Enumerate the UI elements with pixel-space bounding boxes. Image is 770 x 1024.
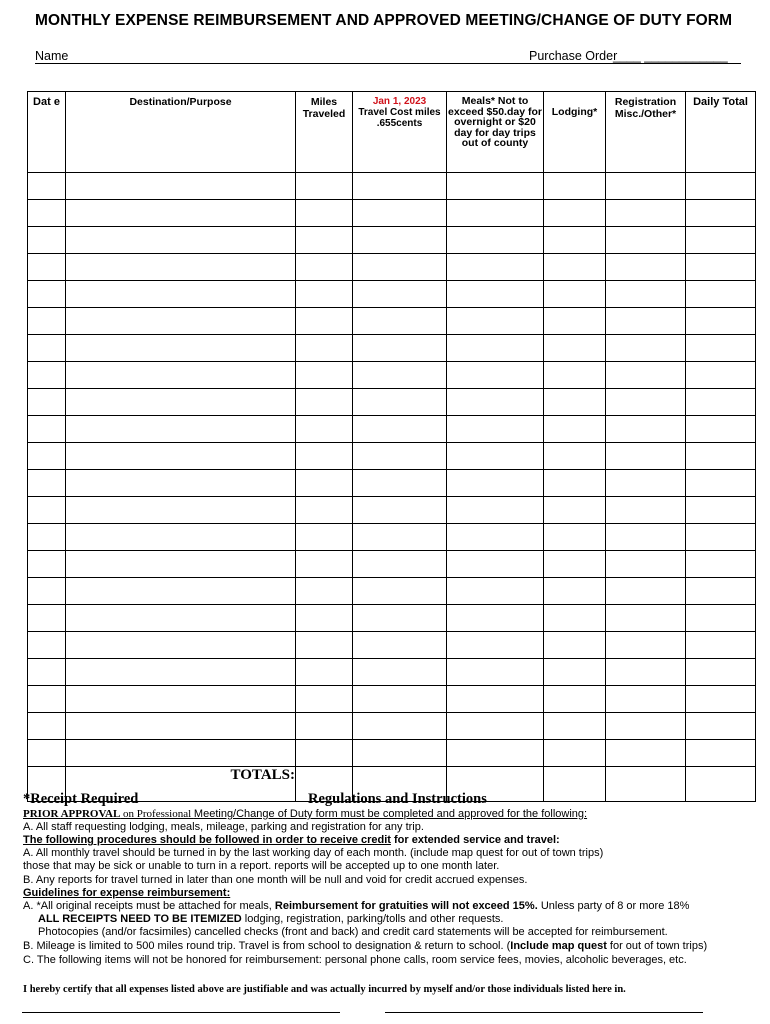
travel-cost-cell[interactable] xyxy=(353,659,447,686)
lodging-cell[interactable] xyxy=(544,659,606,686)
purchase-order-field[interactable]: ____ ____________ xyxy=(613,49,728,63)
travel-cost-cell[interactable] xyxy=(353,470,447,497)
travel-cost-cell[interactable] xyxy=(353,686,447,713)
date-cell[interactable] xyxy=(28,389,66,416)
destination-cell[interactable] xyxy=(66,389,296,416)
registration-cell[interactable] xyxy=(606,605,686,632)
travel-cost-cell[interactable] xyxy=(353,443,447,470)
destination-cell[interactable] xyxy=(66,578,296,605)
registration-cell[interactable] xyxy=(606,443,686,470)
travel-cost-cell[interactable] xyxy=(353,227,447,254)
date-cell[interactable] xyxy=(28,254,66,281)
travel-cost-cell[interactable] xyxy=(353,254,447,281)
miles-cell[interactable] xyxy=(296,335,353,362)
miles-cell[interactable] xyxy=(296,497,353,524)
miles-cell[interactable] xyxy=(296,659,353,686)
lodging-cell[interactable] xyxy=(544,281,606,308)
lodging-cell[interactable] xyxy=(544,173,606,200)
miles-cell[interactable] xyxy=(296,605,353,632)
name-row xyxy=(35,49,741,65)
daily-total-cell[interactable] xyxy=(686,497,756,524)
daily-total-cell[interactable] xyxy=(686,281,756,308)
meals-cell[interactable] xyxy=(447,497,544,524)
expense-table xyxy=(27,91,756,802)
procedures-heading: The following procedures should be followed in order to receive credit for extended service and travel: xyxy=(23,834,560,846)
table-header-row xyxy=(28,92,756,173)
table-row xyxy=(28,389,756,416)
lodging-cell[interactable] xyxy=(544,227,606,254)
destination-cell[interactable] xyxy=(66,632,296,659)
registration-cell[interactable] xyxy=(606,659,686,686)
table-row xyxy=(28,416,756,443)
travel-cost-cell[interactable] xyxy=(353,524,447,551)
date-cell[interactable] xyxy=(28,578,66,605)
lodging-cell[interactable] xyxy=(544,200,606,227)
daily-total-cell[interactable] xyxy=(686,632,756,659)
daily-total-cell[interactable] xyxy=(686,227,756,254)
miles-cell[interactable] xyxy=(296,308,353,335)
guidelines-heading: Guidelines for expense reimbursement: xyxy=(23,887,231,899)
meals-cell[interactable] xyxy=(447,362,544,389)
destination-cell[interactable] xyxy=(66,281,296,308)
meals-cell[interactable] xyxy=(447,335,544,362)
destination-cell[interactable] xyxy=(66,686,296,713)
destination-cell[interactable] xyxy=(66,659,296,686)
date-cell[interactable] xyxy=(28,362,66,389)
table-row xyxy=(28,632,756,659)
table-row xyxy=(28,335,756,362)
guideline-line: Photocopies (and/or facsimiles) cancelled checks (front and back) and credit card statements will be accepted for reimbursement. xyxy=(38,926,668,938)
registration-cell[interactable] xyxy=(606,335,686,362)
registration-cell[interactable] xyxy=(606,686,686,713)
registration-cell[interactable] xyxy=(606,173,686,200)
date-cell[interactable] xyxy=(28,686,66,713)
table-row xyxy=(28,254,756,281)
lodging-cell[interactable] xyxy=(544,632,606,659)
header-date: Dat e xyxy=(28,92,66,173)
form-title: MONTHLY EXPENSE REIMBURSEMENT AND APPROVED MEETING/CHANGE OF DUTY FORM xyxy=(35,12,733,29)
registration-cell[interactable] xyxy=(606,551,686,578)
miles-cell[interactable] xyxy=(296,470,353,497)
miles-cell[interactable] xyxy=(296,173,353,200)
daily-total-cell[interactable] xyxy=(686,173,756,200)
guideline-line: C. The following items will not be honored for reimbursement: personal phone calls, room service fees, movies, alcoholic beverages, etc. xyxy=(23,954,687,966)
instruction-line: A. All monthly travel should be turned in by the last working day of each month. (include map quest for out of town trips) xyxy=(23,847,604,859)
guideline-line: A. *All original receipts must be attached for meals, Reimbursement for gratuities will not exceed 15%. Unless party of 8 or more 18% xyxy=(23,900,690,912)
signature-line-employee[interactable] xyxy=(22,1012,340,1013)
daily-total-cell[interactable] xyxy=(686,740,756,767)
meals-cell[interactable] xyxy=(447,524,544,551)
table-row xyxy=(28,308,756,335)
destination-cell[interactable] xyxy=(66,173,296,200)
travel-cost-cell[interactable] xyxy=(353,389,447,416)
destination-cell[interactable] xyxy=(66,497,296,524)
date-cell[interactable] xyxy=(28,524,66,551)
travel-cost-date: Jan 1, 2023 xyxy=(372,96,427,107)
registration-cell[interactable] xyxy=(606,497,686,524)
travel-cost-cell[interactable] xyxy=(353,308,447,335)
meals-cell[interactable] xyxy=(447,443,544,470)
meals-cell[interactable] xyxy=(447,578,544,605)
date-cell[interactable] xyxy=(28,470,66,497)
meals-cell[interactable] xyxy=(447,605,544,632)
registration-cell[interactable] xyxy=(606,632,686,659)
lodging-cell[interactable] xyxy=(544,740,606,767)
registration-cell[interactable] xyxy=(606,470,686,497)
travel-cost-cell[interactable] xyxy=(353,335,447,362)
daily-total-cell[interactable] xyxy=(686,524,756,551)
registration-cell[interactable] xyxy=(606,713,686,740)
date-cell[interactable] xyxy=(28,335,66,362)
prior-approval-line: PRIOR APPROVAL on Professional Meeting/Change of Duty form must be completed and approved for the following: xyxy=(23,808,588,820)
miles-cell[interactable] xyxy=(296,443,353,470)
registration-cell[interactable] xyxy=(606,200,686,227)
destination-cell[interactable] xyxy=(66,443,296,470)
meals-cell[interactable] xyxy=(447,308,544,335)
registration-cell[interactable] xyxy=(606,362,686,389)
date-cell[interactable] xyxy=(28,713,66,740)
registration-cell[interactable] xyxy=(606,578,686,605)
miles-cell[interactable] xyxy=(296,389,353,416)
lodging-cell[interactable] xyxy=(544,443,606,470)
table-row xyxy=(28,578,756,605)
meals-cell[interactable] xyxy=(447,686,544,713)
destination-cell[interactable] xyxy=(66,200,296,227)
travel-cost-cell[interactable] xyxy=(353,362,447,389)
lodging-cell[interactable] xyxy=(544,389,606,416)
miles-cell[interactable] xyxy=(296,740,353,767)
daily-total-cell[interactable] xyxy=(686,686,756,713)
date-cell[interactable] xyxy=(28,659,66,686)
table-row xyxy=(28,173,756,200)
daily-total-cell[interactable] xyxy=(686,362,756,389)
registration-cell[interactable] xyxy=(606,524,686,551)
destination-cell[interactable] xyxy=(66,551,296,578)
travel-cost-cell[interactable] xyxy=(353,497,447,524)
table-row xyxy=(28,200,756,227)
miles-cell[interactable] xyxy=(296,686,353,713)
lodging-cell[interactable] xyxy=(544,470,606,497)
signature-line-approver[interactable] xyxy=(385,1012,703,1013)
daily-total-cell[interactable] xyxy=(686,605,756,632)
meals-cell[interactable] xyxy=(447,740,544,767)
miles-cell[interactable] xyxy=(296,227,353,254)
registration-cell[interactable] xyxy=(606,389,686,416)
table-row xyxy=(28,686,756,713)
name-field-line[interactable] xyxy=(35,63,741,64)
daily-total-cell[interactable] xyxy=(686,713,756,740)
table-row xyxy=(28,470,756,497)
daily-total-cell[interactable] xyxy=(686,443,756,470)
registration-cell[interactable] xyxy=(606,308,686,335)
date-cell[interactable] xyxy=(28,605,66,632)
table-row xyxy=(28,497,756,524)
table-row xyxy=(28,281,756,308)
registration-cell[interactable] xyxy=(606,416,686,443)
travel-cost-cell[interactable] xyxy=(353,578,447,605)
date-cell[interactable] xyxy=(28,281,66,308)
header-meals: Meals* Not to exceed $50.day for overnight or $20 day for day trips out of county xyxy=(447,92,544,173)
table-row xyxy=(28,443,756,470)
miles-cell[interactable] xyxy=(296,362,353,389)
receipt-required: *Receipt Required xyxy=(23,791,139,807)
destination-cell[interactable] xyxy=(66,524,296,551)
daily-total-cell[interactable] xyxy=(686,416,756,443)
travel-cost-cell[interactable] xyxy=(353,416,447,443)
table-row xyxy=(28,551,756,578)
purchase-order-label: Purchase Order xyxy=(529,49,618,63)
travel-cost-cell[interactable] xyxy=(353,200,447,227)
destination-cell[interactable] xyxy=(66,362,296,389)
meals-cell[interactable] xyxy=(447,200,544,227)
date-cell[interactable] xyxy=(28,632,66,659)
registration-cell[interactable] xyxy=(606,227,686,254)
header-destination: Destination/Purpose xyxy=(66,92,296,173)
meals-cell[interactable] xyxy=(447,470,544,497)
miles-cell[interactable] xyxy=(296,713,353,740)
meals-cell[interactable] xyxy=(447,713,544,740)
miles-cell[interactable] xyxy=(296,281,353,308)
miles-cell[interactable] xyxy=(296,578,353,605)
daily-total-cell[interactable] xyxy=(686,551,756,578)
miles-cell[interactable] xyxy=(296,632,353,659)
miles-cell[interactable] xyxy=(296,200,353,227)
lodging-cell[interactable] xyxy=(544,551,606,578)
meals-cell[interactable] xyxy=(447,227,544,254)
table-row xyxy=(28,524,756,551)
table-row xyxy=(28,362,756,389)
destination-cell[interactable] xyxy=(66,308,296,335)
destination-cell[interactable] xyxy=(66,227,296,254)
lodging-cell[interactable] xyxy=(544,254,606,281)
date-cell[interactable] xyxy=(28,497,66,524)
travel-cost-cell[interactable] xyxy=(353,281,447,308)
daily-total-cell[interactable] xyxy=(686,308,756,335)
lodging-cell[interactable] xyxy=(544,497,606,524)
destination-cell[interactable] xyxy=(66,254,296,281)
table-row xyxy=(28,740,756,767)
table-row xyxy=(28,605,756,632)
destination-cell[interactable] xyxy=(66,335,296,362)
table-row xyxy=(28,227,756,254)
table-row xyxy=(28,713,756,740)
date-cell[interactable] xyxy=(28,416,66,443)
totals-cell[interactable] xyxy=(606,767,686,802)
date-cell[interactable] xyxy=(28,308,66,335)
destination-cell[interactable] xyxy=(66,416,296,443)
guideline-line: ALL RECEIPTS NEED TO BE ITEMIZED lodging, registration, parking/tolls and other requests. xyxy=(38,913,504,925)
travel-cost-cell[interactable] xyxy=(353,713,447,740)
destination-cell[interactable] xyxy=(66,605,296,632)
date-cell[interactable] xyxy=(28,443,66,470)
miles-cell[interactable] xyxy=(296,416,353,443)
daily-total-cell[interactable] xyxy=(686,578,756,605)
miles-cell[interactable] xyxy=(296,254,353,281)
meals-cell[interactable] xyxy=(447,281,544,308)
lodging-cell[interactable] xyxy=(544,713,606,740)
date-cell[interactable] xyxy=(28,740,66,767)
date-cell[interactable] xyxy=(28,551,66,578)
meals-cell[interactable] xyxy=(447,416,544,443)
daily-total-cell[interactable] xyxy=(686,470,756,497)
instruction-line: those that may be sick or unable to turn in a report. reports will be accepted up to one month later. xyxy=(23,860,500,872)
miles-cell[interactable] xyxy=(296,524,353,551)
travel-cost-cell[interactable] xyxy=(353,173,447,200)
guideline-line: B. Mileage is limited to 500 miles round trip. Travel is from school to designation & return to school. (Include map quest for out of town trips) xyxy=(23,940,708,952)
travel-cost-cell[interactable] xyxy=(353,632,447,659)
certification-statement: I hereby certify that all expenses listed above are justifiable and was actually incurred by myself and/or those individuals listed here in. xyxy=(23,984,626,995)
lodging-cell[interactable] xyxy=(544,605,606,632)
instruction-line: A. All staff requesting lodging, meals, mileage, parking and registration for any trip. xyxy=(23,821,424,833)
meals-cell[interactable] xyxy=(447,254,544,281)
travel-cost-cell[interactable] xyxy=(353,605,447,632)
miles-cell[interactable] xyxy=(296,551,353,578)
name-label: Name xyxy=(35,49,69,63)
daily-total-cell[interactable] xyxy=(686,659,756,686)
header-travel-cost xyxy=(353,92,447,173)
meals-cell[interactable] xyxy=(447,659,544,686)
regulations-heading: Regulations and Instructions xyxy=(308,791,487,807)
totals-cell[interactable] xyxy=(544,767,606,802)
registration-cell[interactable] xyxy=(606,740,686,767)
meals-cell[interactable] xyxy=(447,173,544,200)
lodging-cell[interactable] xyxy=(544,416,606,443)
destination-cell[interactable] xyxy=(66,713,296,740)
daily-total-cell[interactable] xyxy=(686,335,756,362)
lodging-cell[interactable] xyxy=(544,524,606,551)
header-registration: Registration Misc./Other* xyxy=(606,92,686,173)
lodging-cell[interactable] xyxy=(544,308,606,335)
header-daily-total: Daily Total xyxy=(686,92,756,173)
meals-cell[interactable] xyxy=(447,551,544,578)
travel-cost-label: Travel Cost miles .655cents xyxy=(358,107,441,129)
instruction-line: B. Any reports for travel turned in later than one month will be null and void for credit accrued expenses. xyxy=(23,874,528,886)
date-cell[interactable] xyxy=(28,200,66,227)
date-cell[interactable] xyxy=(28,227,66,254)
header-lodging: Lodging* xyxy=(544,92,606,173)
destination-cell[interactable] xyxy=(66,740,296,767)
daily-total-cell[interactable] xyxy=(686,254,756,281)
daily-total-cell[interactable] xyxy=(686,200,756,227)
meals-cell[interactable] xyxy=(447,389,544,416)
registration-cell[interactable] xyxy=(606,281,686,308)
travel-cost-cell[interactable] xyxy=(353,740,447,767)
totals-cell[interactable] xyxy=(686,767,756,802)
header-miles: Miles Traveled xyxy=(296,92,353,173)
lodging-cell[interactable] xyxy=(544,362,606,389)
table-row xyxy=(28,659,756,686)
registration-cell[interactable] xyxy=(606,254,686,281)
travel-cost-cell[interactable] xyxy=(353,551,447,578)
date-cell[interactable] xyxy=(28,173,66,200)
lodging-cell[interactable] xyxy=(544,686,606,713)
destination-cell[interactable] xyxy=(66,470,296,497)
daily-total-cell[interactable] xyxy=(686,389,756,416)
lodging-cell[interactable] xyxy=(544,335,606,362)
meals-cell[interactable] xyxy=(447,632,544,659)
totals-label: TOTALS: xyxy=(66,767,296,802)
lodging-cell[interactable] xyxy=(544,578,606,605)
